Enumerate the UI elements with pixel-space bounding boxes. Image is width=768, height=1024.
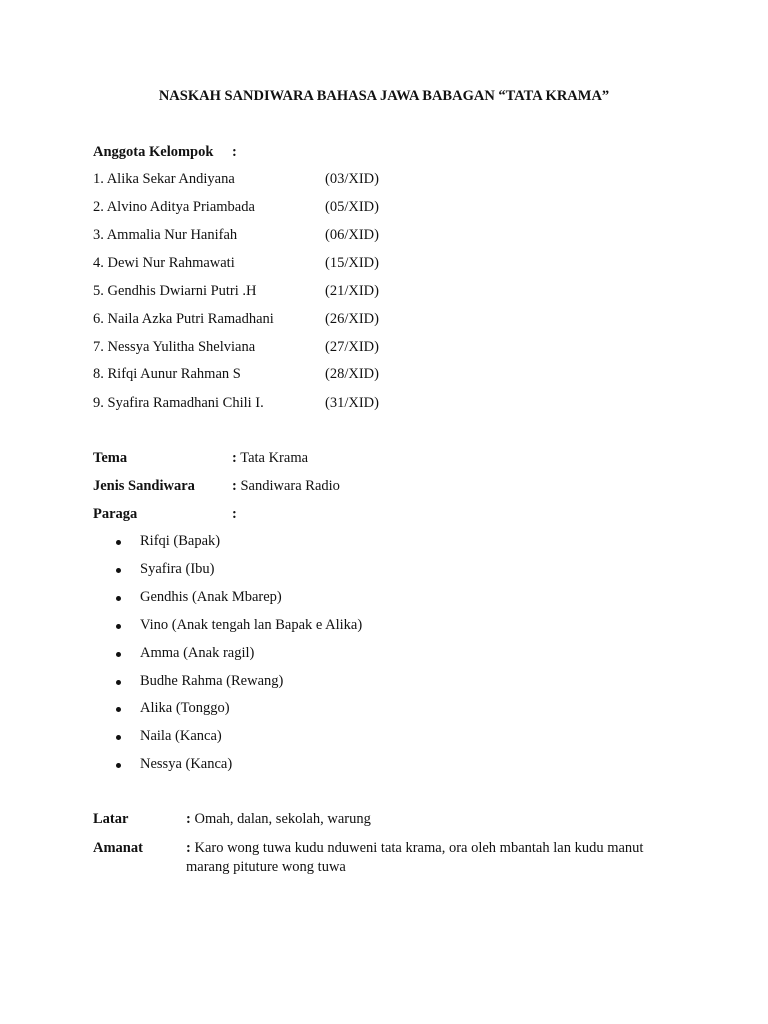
latar-label: Latar [93, 811, 129, 827]
bullet-icon [116, 652, 121, 657]
member-name: 1. Alika Sekar Andiyana [93, 171, 235, 187]
paraga-item: Alika (Tonggo) [140, 700, 230, 716]
paraga-item: Rifqi (Bapak) [140, 533, 221, 549]
document-title: NASKAH SANDIWARA BAHASA JAWA BABAGAN “TATA KRAMA” [158, 88, 610, 104]
member-code: (28/XID) [325, 366, 379, 382]
latar-colon: : [186, 811, 191, 827]
member-code: (03/XID) [325, 171, 379, 187]
latar-row [186, 811, 371, 828]
paraga-colon: : [232, 506, 237, 522]
latar-value: Omah, dalan, sekolah, warung [194, 811, 371, 827]
bullet-icon [116, 707, 121, 712]
paraga-item: Nessya (Kanca) [140, 756, 233, 772]
bullet-icon [116, 735, 121, 740]
paraga-label: Paraga [93, 506, 138, 522]
member-code: (06/XID) [325, 227, 379, 243]
member-code: (05/XID) [325, 199, 379, 215]
members-label: Anggota Kelompok [93, 144, 214, 160]
member-code: (21/XID) [325, 283, 379, 299]
amanat-colon: : [186, 840, 191, 856]
amanat-label: Amanat [93, 840, 143, 856]
tema-colon: : [232, 450, 237, 466]
member-name: 7. Nessya Yulitha Shelviana [93, 339, 256, 355]
amanat-row [186, 840, 643, 857]
paraga-item: Amma (Anak ragil) [140, 645, 255, 661]
bullet-icon [116, 540, 121, 545]
member-name: 4. Dewi Nur Rahmawati [93, 255, 235, 271]
bullet-icon [116, 596, 121, 601]
member-name: 5. Gendhis Dwiarni Putri .H [93, 283, 257, 299]
member-name: 3. Ammalia Nur Hanifah [93, 227, 238, 243]
amanat-value-line2: marang pituture wong tuwa [186, 859, 346, 875]
paraga-item: Syafira (Ibu) [140, 561, 215, 577]
jenis-row [232, 478, 340, 495]
member-code: (31/XID) [325, 395, 379, 411]
member-code: (27/XID) [325, 339, 379, 355]
bullet-icon [116, 568, 121, 573]
jenis-value: Sandiwara Radio [240, 478, 340, 494]
bullet-icon [116, 680, 121, 685]
member-code: (26/XID) [325, 311, 379, 327]
member-name: 9. Syafira Ramadhani Chili I. [93, 395, 264, 411]
member-code: (15/XID) [325, 255, 379, 271]
bullet-icon [116, 763, 121, 768]
tema-label: Tema [93, 450, 128, 466]
tema-row [232, 450, 308, 467]
paraga-item: Naila (Kanca) [140, 728, 222, 744]
member-name: 6. Naila Azka Putri Ramadhani [93, 311, 274, 327]
jenis-colon: : [232, 478, 237, 494]
members-colon: : [232, 144, 237, 160]
tema-value: Tata Krama [240, 450, 309, 466]
jenis-label: Jenis Sandiwara [93, 478, 195, 494]
paraga-item: Vino (Anak tengah lan Bapak e Alika) [140, 617, 363, 633]
member-name: 8. Rifqi Aunur Rahman S [93, 366, 241, 382]
amanat-value-line1: Karo wong tuwa kudu nduweni tata krama, ora oleh mbantah lan kudu manut [194, 840, 644, 856]
bullet-icon [116, 624, 121, 629]
paraga-item: Budhe Rahma (Rewang) [140, 673, 284, 689]
paraga-item: Gendhis (Anak Mbarep) [140, 589, 282, 605]
member-name: 2. Alvino Aditya Priambada [93, 199, 255, 215]
